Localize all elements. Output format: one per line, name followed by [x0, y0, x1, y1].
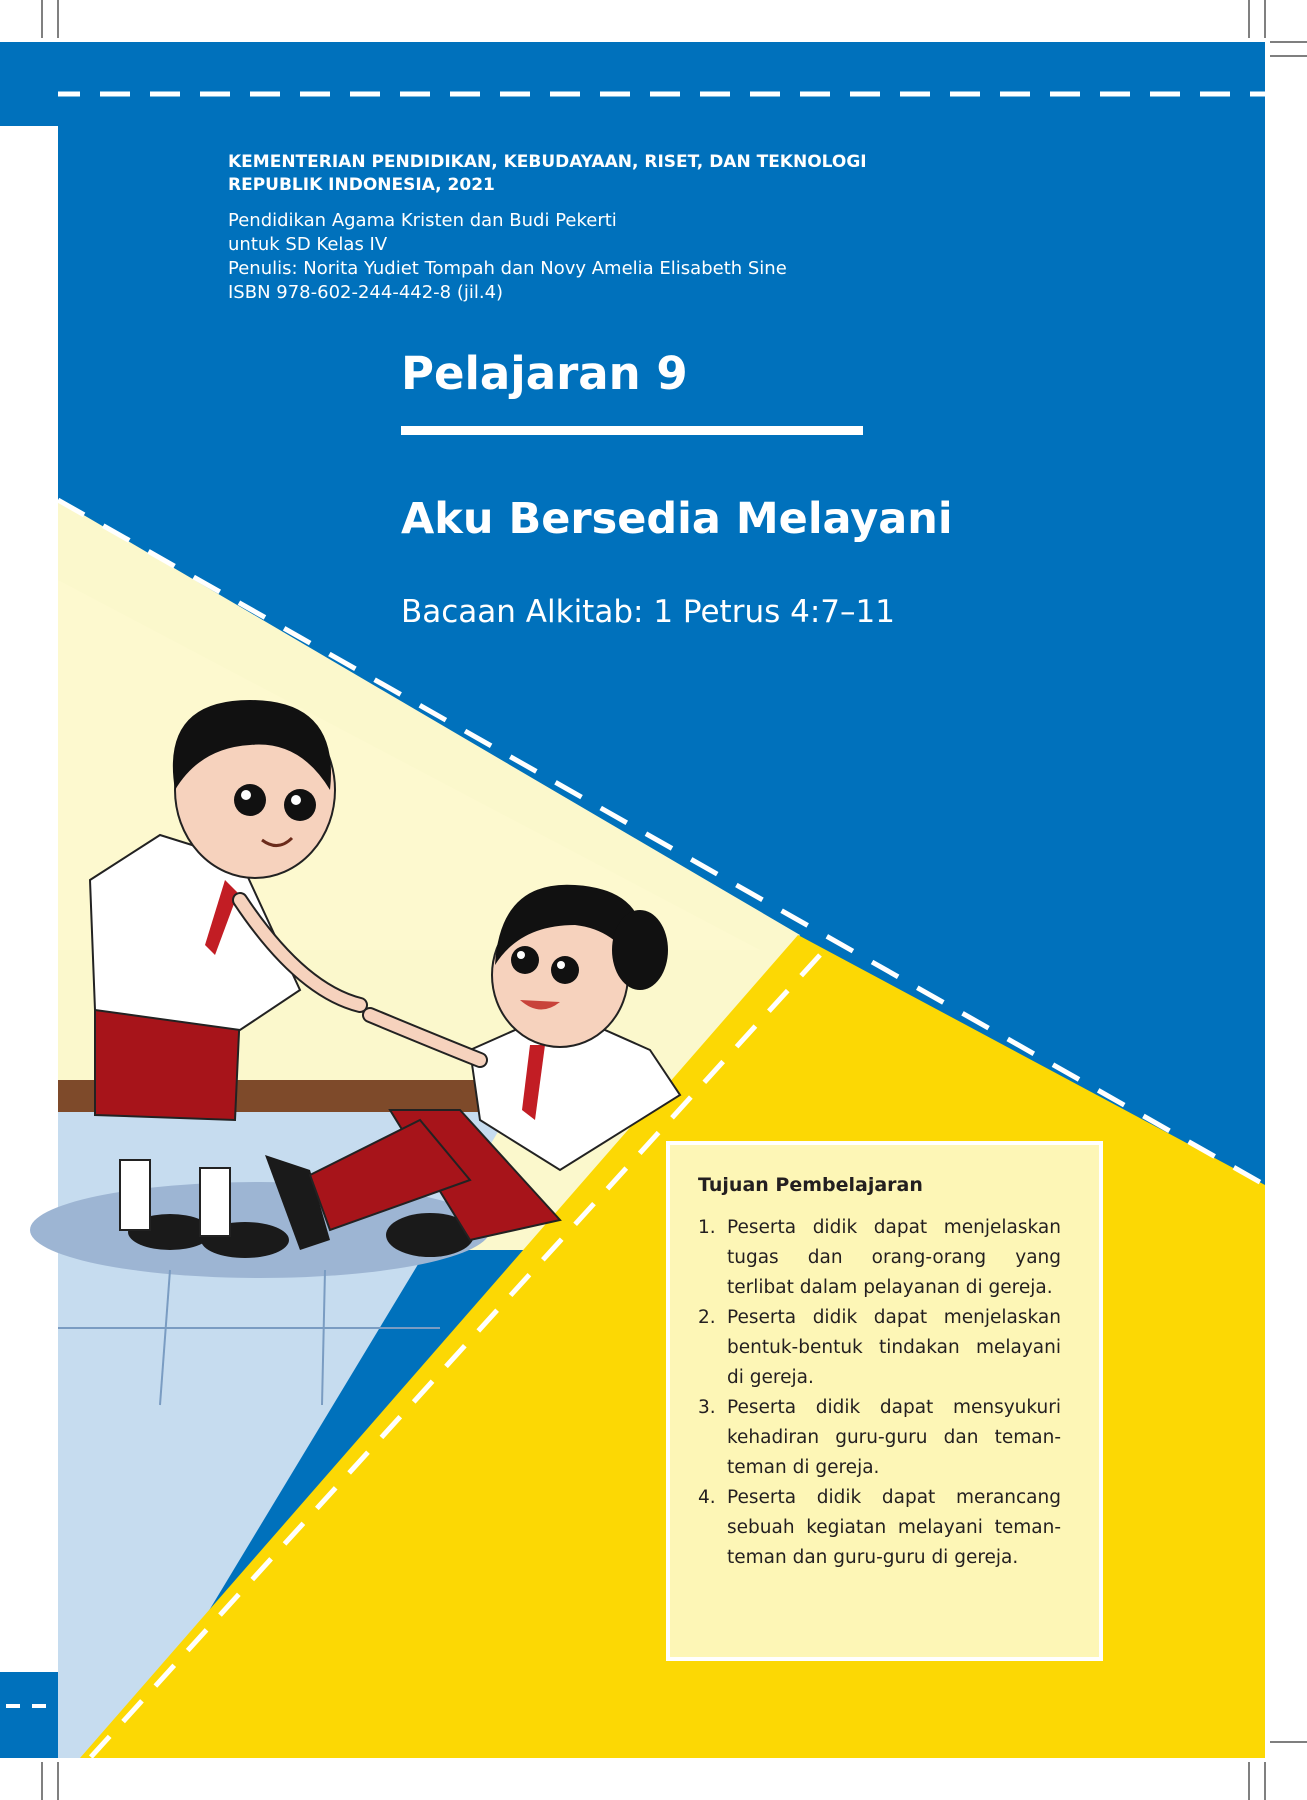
list-item-number: 1. — [698, 1217, 716, 1238]
book-subject: Pendidikan Agama Kristen dan Budi Pekerti — [228, 210, 617, 231]
book-grade: untuk SD Kelas IV — [228, 234, 388, 255]
list-item — [698, 1213, 1061, 1303]
list-item-text: Peserta didik dapat menjelaskan tugas dan orang-orang yang terlibat dalam pelayanan di gereja. — [727, 1217, 1061, 1298]
title-underline — [401, 426, 863, 435]
list-item-number: 2. — [698, 1307, 716, 1328]
book-authors: Penulis: Norita Yudiet Tompah dan Novy Amelia Elisabeth Sine — [228, 258, 787, 279]
bible-reading: Bacaan Alkitab: 1 Petrus 4:7–11 — [401, 594, 895, 630]
book-isbn: ISBN 978-602-244-442-8 (jil.4) — [228, 282, 504, 303]
list-item-number: 3. — [698, 1397, 716, 1418]
list-item — [698, 1303, 1061, 1393]
objectives-heading: Tujuan Pembelajaran — [698, 1174, 923, 1196]
list-item-text: Peserta didik dapat menjelaskan bentuk-bentuk tindakan melayani di gereja. — [727, 1307, 1061, 1388]
publisher-line-2: REPUBLIK INDONESIA, 2021 — [228, 175, 495, 195]
objectives-list — [698, 1213, 1061, 1573]
book-meta — [228, 209, 787, 305]
list-item — [698, 1483, 1061, 1573]
publisher-line-1: KEMENTERIAN PENDIDIKAN, KEBUDAYAAN, RISET, DAN TEKNOLOGI — [228, 152, 867, 172]
lesson-title: Aku Bersedia Melayani — [401, 494, 953, 544]
list-item-text: Peserta didik dapat mensyukuri kehadiran guru-guru dan teman-teman di gereja. — [727, 1397, 1061, 1478]
list-item — [698, 1393, 1061, 1483]
lesson-number: Pelajaran 9 — [401, 347, 688, 400]
list-item-text: Peserta didik dapat merancang sebuah kegiatan melayani teman-teman dan guru-guru di gereja. — [727, 1487, 1061, 1568]
publisher-block — [228, 151, 867, 197]
list-item-number: 4. — [698, 1487, 716, 1508]
objectives-box — [666, 1141, 1103, 1661]
